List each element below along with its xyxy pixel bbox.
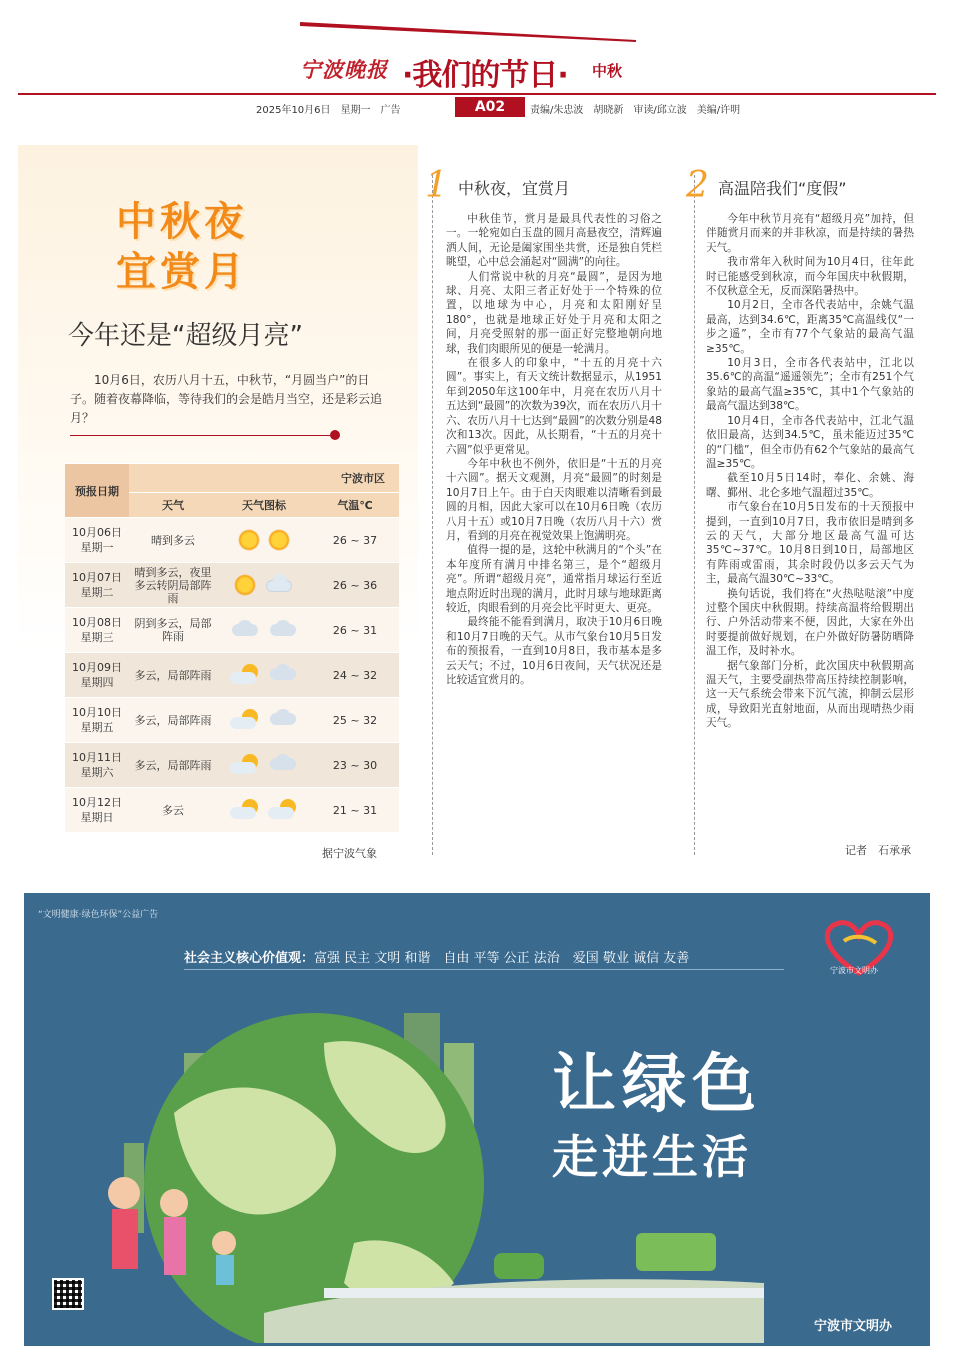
table-row <box>65 653 399 698</box>
table-row <box>65 563 399 608</box>
cloud-icon <box>264 574 294 592</box>
row-icons <box>217 518 311 563</box>
rain-icon <box>268 709 298 729</box>
masthead-rule <box>18 93 936 95</box>
issue-date: 2025年10月6日 星期一 广告 <box>256 105 401 116</box>
row-date: 10月07日 星期二 <box>65 563 129 608</box>
paragraph: 今年中秋节月亮有“超级月亮”加持，但伴随赏月而来的并非秋凉，而是持续的暑热天气。 <box>706 213 914 254</box>
ad-sponsor: 宁波市文明办 <box>814 1319 893 1334</box>
paragraph: 人们常说中秋的月亮“最圆”，是因为地球、月亮、太阳三者正好处于一个特殊的位置，以地球为中心，月亮和太阳刚好呈180°，也就是地球正好处于月亮和太阳之间，月亮受照射的那一面正好完整地朝向地球，我们肉眼所见的便是一轮满月。 <box>446 270 662 355</box>
ad-headline-1: 让绿色 <box>552 1048 762 1122</box>
paragraph: 截至10月5日14时，奉化、余姚、海曙、鄞州、北仑多地气温超过35℃。 <box>706 472 914 499</box>
suncloud-icon <box>230 709 260 731</box>
feature-lead: 10月6日，农历八月十五，中秋节，“月圆当户”的日子。随着夜幕降临，等待我们的会是皓月当空，还是彩云追月？ <box>70 373 383 425</box>
column-name: ·我们的节日· <box>402 58 568 93</box>
suncloud-icon <box>230 754 260 776</box>
lead-rule <box>70 435 330 436</box>
row-date: 10月11日 星期六 <box>65 743 129 788</box>
page-number: A02 <box>455 97 525 117</box>
section1-body <box>446 212 662 687</box>
masthead <box>300 22 636 93</box>
row-icons <box>217 563 311 608</box>
row-temp: 26 ~ 31 <box>311 608 399 653</box>
rain-icon <box>268 620 298 640</box>
feature-subtitle: 今年还是“超级月亮” <box>68 321 303 351</box>
paragraph: 中秋佳节，赏月是最具代表性的习俗之一。一轮宛如白玉盘的圆月高悬夜空，清辉遍洒人间，无论是阖家围坐共赏，还是独自凭栏眺望，心中总会涌起对“圆满”的向往。 <box>446 213 662 269</box>
table-row <box>65 608 399 653</box>
section2-title: 高温陪我们“度假” <box>718 179 847 198</box>
header-date: 预报日期 <box>65 464 129 518</box>
editors-line: 责编/朱忠波 胡晓新 审读/邱立波 美编/许明 <box>530 105 741 116</box>
qr-code-icon <box>52 1278 84 1310</box>
row-date: 10月09日 星期四 <box>65 653 129 698</box>
row-weather: 多云，局部阵雨 <box>129 743 217 788</box>
core-values-text: 富强 民主 文明 和谐 自由 平等 公正 法治 爱国 敬业 诚信 友善 <box>314 951 690 966</box>
feature-title <box>116 197 248 297</box>
row-date: 10月08日 星期三 <box>65 608 129 653</box>
paragraph: 10月4日，全市各代表站中，江北气温依旧最高，达到34.5℃，虽未能迈过35℃的“门槛”，但全市仍有62个气象站的最高气温≥35℃。 <box>706 414 914 470</box>
sun-icon <box>238 529 260 551</box>
table-row <box>65 743 399 788</box>
weather-table <box>65 463 399 833</box>
row-icons <box>217 788 311 833</box>
row-weather: 晴到多云 <box>129 518 217 563</box>
paragraph: 最终能不能看到满月，取决于10月6日晚和10月7日晚的天气。从市气象台10月5日发布的预报看，一直到10月8日，我市基本是多云天气；不过，10月6日夜间，天气状况还是比较适宜赏月的。 <box>446 616 662 686</box>
paragraph: 在很多人的印象中，“十五的月亮十六圆”。事实上，有天文统计数据显示，从1951年到2050年这100年中，月亮在农历八月十五达到“最圆”的次数为39次，而在农历八月十六、农历八月十七达到“最圆”的次数分别是48次和13次。因此，从长期看，“十五的月亮十六圆”似乎更常见。 <box>446 357 662 456</box>
header-weather: 天气 <box>129 493 217 518</box>
section2-body <box>706 212 914 731</box>
row-temp: 25 ~ 32 <box>311 698 399 743</box>
rain-icon <box>268 754 298 774</box>
section2-number: 2 <box>686 165 709 206</box>
masthead-ribbon-icon <box>300 22 636 42</box>
row-weather: 晴到多云，夜里多云转阴局部阵雨 <box>129 563 217 608</box>
header-temp: 气温℃ <box>311 493 399 518</box>
paragraph: 值得一提的是，这轮中秋满月的“个头”在本年度所有满月中排名第三，是个“超级月亮”。所谓“超级月亮”，通常指月球运行至近地点附近时出现的满月，此时月球与地球距离较近，肉眼看到的月亮会比平时更大、更亮。 <box>446 544 662 614</box>
row-temp: 21 ~ 31 <box>311 788 399 833</box>
table-row <box>65 518 399 563</box>
row-temp: 23 ~ 30 <box>311 743 399 788</box>
paragraph: 市气象台在10月5日发布的十天预报中提到，一直到10月7日，我市依旧是晴到多云的天气，大部分地区最高气温可达35℃~37℃。10月8日到10日，局部地区有阵雨或雷雨，其余时段仍以多云天气为主，最高气温30℃~33℃。 <box>706 501 914 586</box>
public-service-ad <box>24 893 930 1346</box>
row-temp: 26 ~ 37 <box>311 518 399 563</box>
feature-title-line2: 宜赏月 <box>116 249 248 295</box>
core-values-label: 社会主义核心价值观： <box>184 951 315 966</box>
row-icons <box>217 608 311 653</box>
core-values <box>184 947 689 966</box>
row-weather: 多云，局部阵雨 <box>129 653 217 698</box>
sun-icon <box>268 529 290 551</box>
paragraph: 今年中秋也不例外，依旧是“十五的月亮十六圆”。据天文观测，月亮“最圆”的时刻是10月7日上午。由于白天肉眼难以清晰看到最圆的月相，因此大家可以在10月6日晚（农历八月十五）或10月7日晚（农历八月十六）赏月，看到的月亮在视觉效果上饱满明亮。 <box>446 457 662 542</box>
row-temp: 24 ~ 32 <box>311 653 399 698</box>
logo-caption: 宁波市文明办 <box>830 966 878 975</box>
table-row <box>65 698 399 743</box>
byline: 记者 石承承 <box>845 844 911 857</box>
paragraph: 10月3日，全市各代表站中，江北以35.6℃的高温“遥遥领先”；全市有251个气象站的最高气温≥35℃，其中1个气象站的最高气温达到38℃。 <box>706 357 914 413</box>
rain-icon <box>268 664 298 684</box>
row-icons <box>217 698 311 743</box>
sun-icon <box>234 574 256 596</box>
paragraph: 我市常年入秋时间为10月4日，往年此时已能感受到秋凉，而今年国庆中秋假期，不仅秋意全无，反而深陷暑热中。 <box>706 256 914 298</box>
paragraph: 10月2日，全市各代表站中，余姚气温最高，达到34.6℃，距离35℃高温线仅“一步之遥”，全市有77个气象站的最高气温≥35℃。 <box>706 299 914 355</box>
ad-headline-2: 走进生活 <box>552 1130 752 1184</box>
ad-rule <box>184 969 784 970</box>
ad-tag: “文明健康·绿色环保”公益广告 <box>38 910 159 920</box>
table-row <box>65 788 399 833</box>
section1-title: 中秋夜，宜赏月 <box>458 179 571 198</box>
row-icons <box>217 743 311 788</box>
feature-title-line1: 中秋夜 <box>116 199 248 245</box>
column-divider <box>694 175 695 855</box>
row-icons <box>217 653 311 698</box>
paper-name: 宁波晚报 <box>300 57 388 82</box>
lead-dot-icon <box>330 430 340 440</box>
paragraph: 换句话说，我们将在“火热哒哒滚”中度过整个国庆中秋假期。持续高温将给假期出行、户外活动带来不便，因此，大家在外出时要提前做好规划，在户外做好防暑防晒降温工作，及时补水。 <box>706 587 914 658</box>
row-weather: 多云，局部阵雨 <box>129 698 217 743</box>
column-sub: 中秋 <box>592 62 623 80</box>
row-date: 10月06日 星期一 <box>65 518 129 563</box>
row-weather: 多云 <box>129 788 217 833</box>
section1-number: 1 <box>425 165 448 206</box>
suncloud-icon <box>230 664 260 686</box>
paragraph: 据气象部门分析，此次国庆中秋假期高温天气，主要受副热带高压持续控制影响，这一天气系统会带来下沉气流，抑制云层形成，导致阳光直射地面，从而出现晴热少雨天气。 <box>706 659 914 730</box>
row-temp: 26 ~ 36 <box>311 563 399 608</box>
feature-panel <box>18 145 418 865</box>
row-weather: 阴到多云，局部阵雨 <box>129 608 217 653</box>
row-date: 10月10日 星期五 <box>65 698 129 743</box>
suncloud-icon <box>268 799 298 821</box>
row-date: 10月12日 星期日 <box>65 788 129 833</box>
table-source: 据宁波气象 <box>322 847 377 860</box>
suncloud-icon <box>230 799 260 821</box>
header-icon: 天气图标 <box>217 493 311 518</box>
column-divider <box>432 175 433 855</box>
rain-icon <box>230 620 260 640</box>
header-region: 宁波市区 <box>129 464 399 493</box>
